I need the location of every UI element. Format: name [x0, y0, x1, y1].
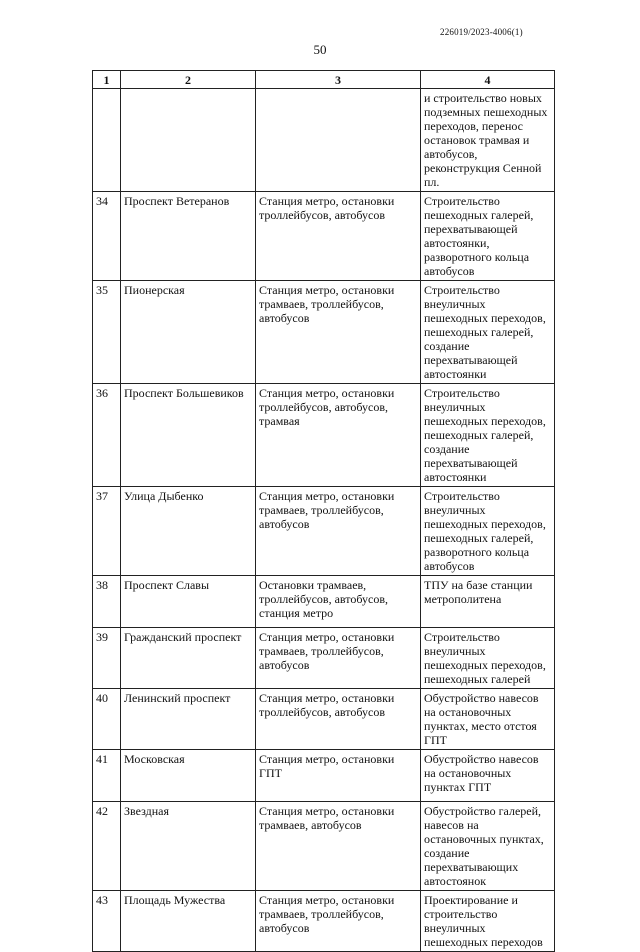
planned-measures: Обустройство навесов на остановочных пунктах ГПТ [421, 750, 555, 802]
planned-measures: Строительство внеуличных пешеходных переходов, пешеходных галерей, создание перехватывающей автостоянки [421, 281, 555, 384]
station-name: Проспект Большевиков [121, 384, 256, 487]
transport-modes [256, 89, 421, 192]
table-row [93, 891, 555, 952]
station-name: Московская [121, 750, 256, 802]
table-row [93, 750, 555, 802]
column-header-3: 3 [256, 71, 421, 89]
table-row [93, 384, 555, 487]
transport-modes: Станция метро, остановки троллейбусов, автобусов [256, 192, 421, 281]
document-id: 226019/2023-4006(1) [440, 27, 523, 37]
page-number: 50 [313, 42, 327, 57]
transport-hub-table [92, 70, 555, 952]
planned-measures: Обустройство навесов на остановочных пунктах, место отстоя ГПТ [421, 689, 555, 750]
transport-modes: Станция метро, остановки трамваев, троллейбусов, автобусов [256, 487, 421, 576]
row-number: 41 [93, 750, 121, 802]
station-name: Улица Дыбенко [121, 487, 256, 576]
row-number: 39 [93, 628, 121, 689]
station-name: Ленинский проспект [121, 689, 256, 750]
transport-modes: Станция метро, остановки троллейбусов, автобусов [256, 689, 421, 750]
station-name: Проспект Славы [121, 576, 256, 628]
transport-modes: Станция метро, остановки трамваев, троллейбусов, автобусов [256, 281, 421, 384]
row-number: 43 [93, 891, 121, 952]
transport-modes: Станция метро, остановки ГПТ [256, 750, 421, 802]
table-header-row [93, 71, 555, 89]
transport-modes: Станция метро, остановки троллейбусов, автобусов, трамвая [256, 384, 421, 487]
table-row [93, 487, 555, 576]
row-number: 42 [93, 802, 121, 891]
planned-measures: и строительство новых подземных пешеходных переходов, перенос остановок трамвая и автобусов, реконструкция Сенной пл. [421, 89, 555, 192]
station-name: Звездная [121, 802, 256, 891]
planned-measures: ТПУ на базе станции метрополитена [421, 576, 555, 628]
station-name: Гражданский проспект [121, 628, 256, 689]
transport-modes: Остановки трамваев, троллейбусов, автобусов, станция метро [256, 576, 421, 628]
planned-measures: Обустройство галерей, навесов на остановочных пунктах, создание перехватывающих автостоянок [421, 802, 555, 891]
row-number: 36 [93, 384, 121, 487]
row-number: 34 [93, 192, 121, 281]
row-number: 40 [93, 689, 121, 750]
row-number: 38 [93, 576, 121, 628]
transport-modes: Станция метро, остановки трамваев, троллейбусов, автобусов [256, 891, 421, 952]
planned-measures: Проектирование и строительство внеуличных пешеходных переходов [421, 891, 555, 952]
column-header-4: 4 [421, 71, 555, 89]
planned-measures: Строительство внеуличных пешеходных переходов, пешеходных галерей, создание перехватывающей автостоянки [421, 384, 555, 487]
station-name: Пионерская [121, 281, 256, 384]
table-row [93, 576, 555, 628]
table-row [93, 281, 555, 384]
table-row [93, 802, 555, 891]
planned-measures: Строительство пешеходных галерей, перехватывающей автостоянки, разворотного кольца автобусов [421, 192, 555, 281]
column-header-2: 2 [121, 71, 256, 89]
station-name: Площадь Мужества [121, 891, 256, 952]
table-row [93, 689, 555, 750]
planned-measures: Строительство внеуличных пешеходных переходов, пешеходных галерей [421, 628, 555, 689]
table-row [93, 89, 555, 192]
planned-measures: Строительство внеуличных пешеходных переходов, пешеходных галерей, разворотного кольца автобусов [421, 487, 555, 576]
row-number: 37 [93, 487, 121, 576]
row-number: 35 [93, 281, 121, 384]
table-row [93, 628, 555, 689]
station-name: Проспект Ветеранов [121, 192, 256, 281]
table-row [93, 192, 555, 281]
station-name [121, 89, 256, 192]
transport-modes: Станция метро, остановки трамваев, троллейбусов, автобусов [256, 628, 421, 689]
row-number [93, 89, 121, 192]
column-header-1: 1 [93, 71, 121, 89]
transport-modes: Станция метро, остановки трамваев, автобусов [256, 802, 421, 891]
